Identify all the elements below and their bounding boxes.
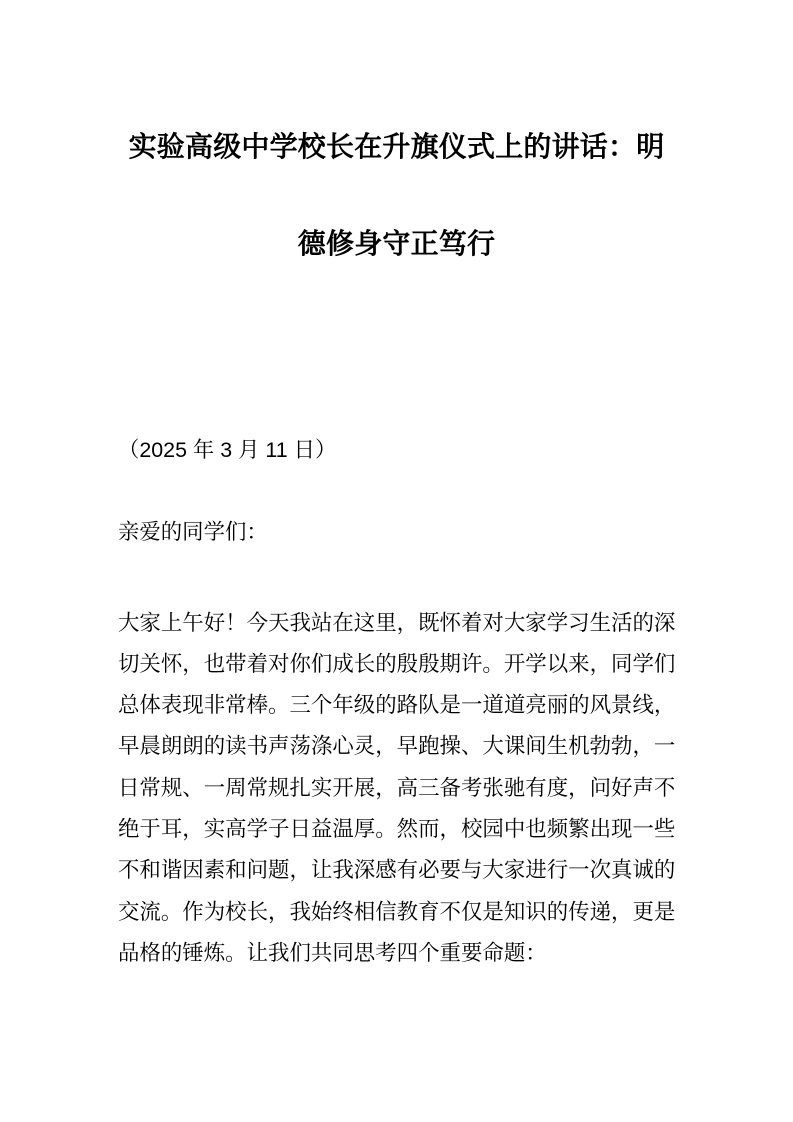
- body-line: 切关怀，也带着对你们成长的殷殷期许。开学以来，同学们: [118, 651, 676, 676]
- date-line: （2025 年 3 月 11 日）: [118, 438, 337, 462]
- document-title: [110, 98, 683, 292]
- body-line: 大家上午好！今天我站在这里，既怀着对大家学习生活的深: [118, 610, 676, 635]
- speech-body-paragraph: [118, 603, 676, 975]
- body-line: 交流。作为校长，我始终相信教育不仅是知识的传递，更是: [118, 899, 676, 924]
- body-line: 日常规、一周常规扎实开展，高三备考张驰有度，问好声不: [118, 775, 676, 800]
- title-line-1: 实验高级中学校长在升旗仪式上的讲话：明: [128, 131, 665, 162]
- body-line: 不和谐因素和问题，让我深感有必要与大家进行一次真诚的: [118, 858, 676, 883]
- body-line: 品格的锤炼。让我们共同思考四个重要命题：: [118, 940, 547, 965]
- salutation: 亲爱的同学们：: [118, 520, 268, 545]
- title-line-2: 德修身守正笃行: [297, 228, 496, 259]
- body-line: 绝于耳，实高学子日益温厚。然而，校园中也频繁出现一些: [118, 817, 676, 842]
- body-line: 早晨朗朗的读书声荡涤心灵，早跑操、大课间生机勃勃，一: [118, 734, 676, 759]
- body-line: 总体表现非常棒。三个年级的路队是一道道亮丽的风景线，: [118, 693, 676, 718]
